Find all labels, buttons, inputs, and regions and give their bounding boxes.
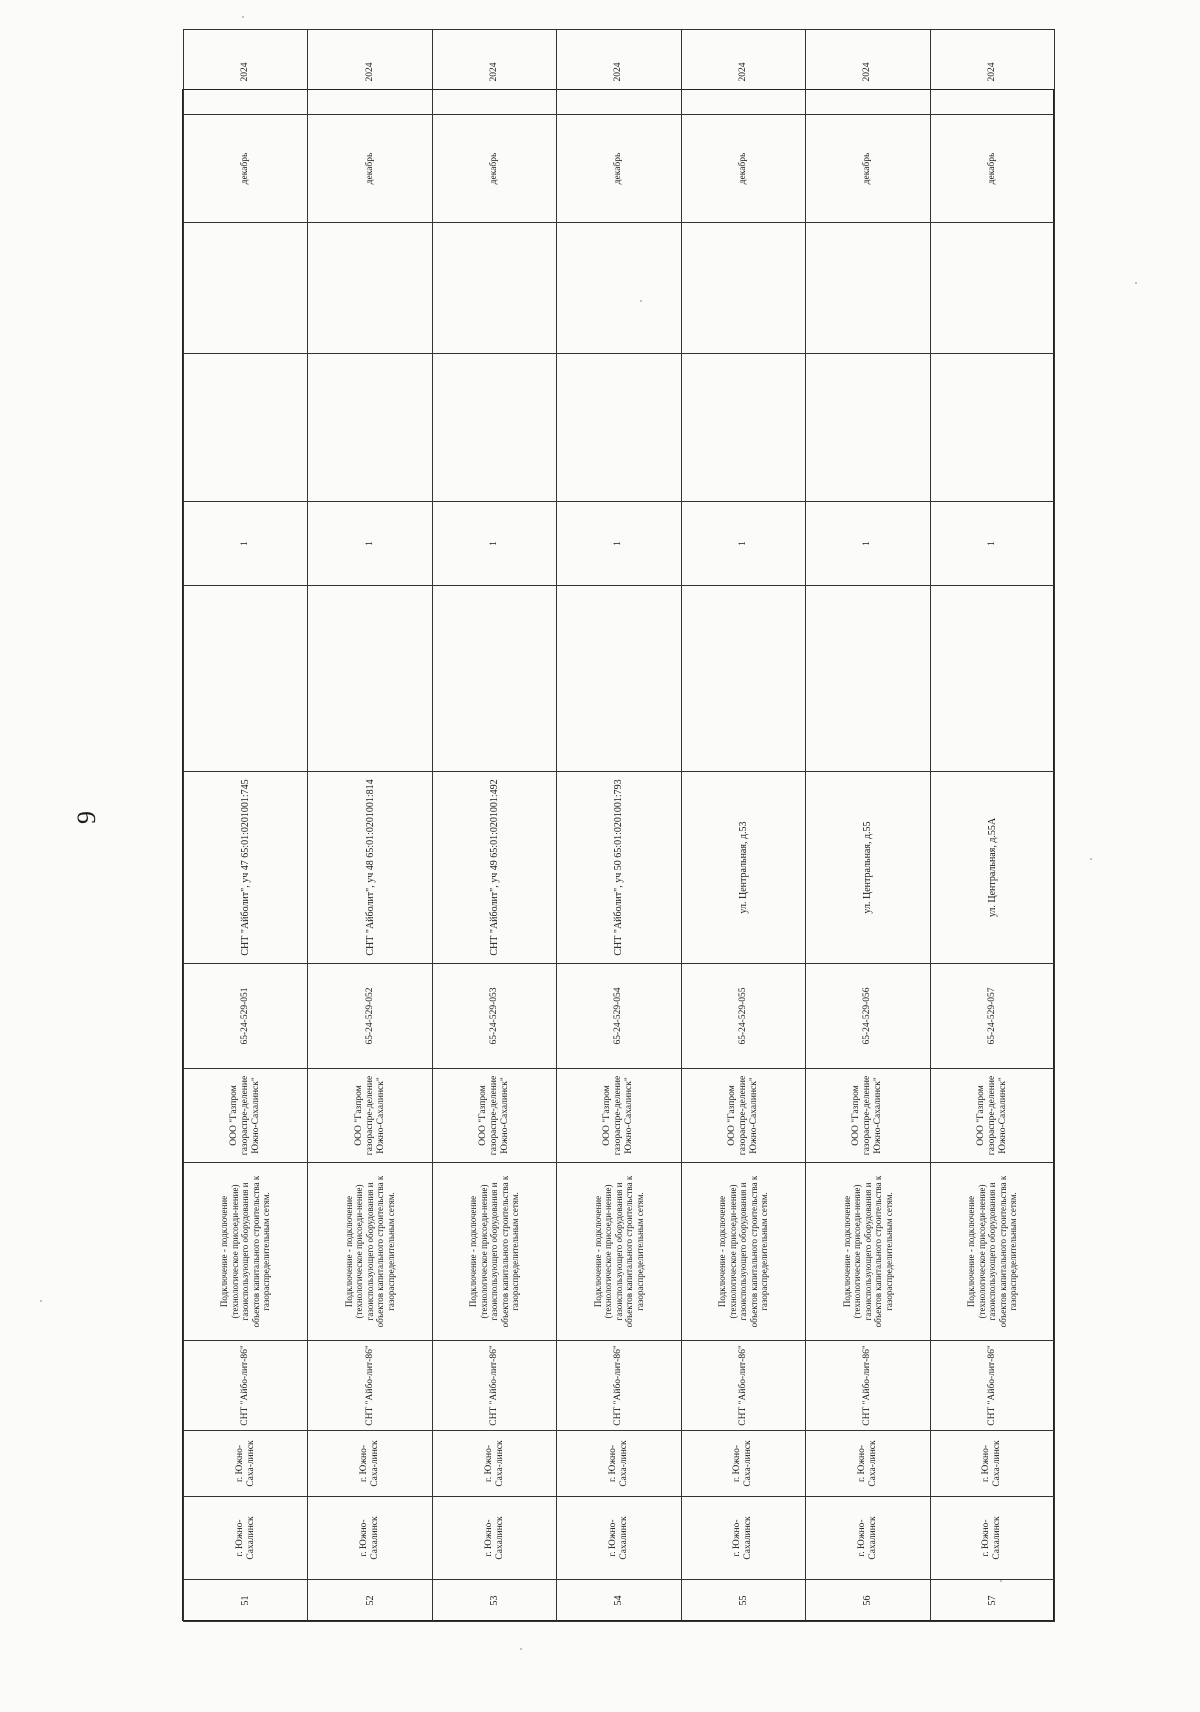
cell-empty-1: [930, 586, 1054, 772]
cell-code: 65-24-529-057: [930, 964, 1054, 1069]
cell-organization: ООО "Газпром газораспре-деление Южно-Сахалинск": [681, 1069, 805, 1163]
cell-row-number: 57: [930, 1580, 1054, 1622]
cell-applicant: СНТ "Айбо-лит-86": [432, 1341, 556, 1431]
cell-empty-2: [184, 354, 308, 502]
cell-empty-2: [681, 354, 805, 502]
page-number: 9: [72, 811, 101, 824]
cell-empty-3: [557, 223, 681, 354]
cell-applicant: СНТ "Айбо-лит-86": [184, 1341, 308, 1431]
cell-locality: г. Южно-Саха-линск: [930, 1431, 1054, 1497]
cell-empty-1: [681, 586, 805, 772]
scan-speck: [520, 1648, 522, 1650]
cell-year: 2024: [432, 30, 556, 115]
cell-description: Подключение - подключение (технологическое присоеди-нение) газоиспользующего оборудования и объектов капитального строительства к газораспределительным сетям.: [806, 1163, 930, 1341]
cell-description: Подключение - подключение (технологическое присоеди-нение) газоиспользующего оборудования и объектов капитального строительства к газораспределительным сетям.: [308, 1163, 432, 1341]
cell-applicant: СНТ "Айбо-лит-86": [557, 1341, 681, 1431]
cell-empty-3: [432, 223, 556, 354]
cell-year: 2024: [806, 30, 930, 115]
cell-month: декабрь: [557, 115, 681, 223]
rotated-table-sheet: [182, 62, 1054, 1621]
cell-organization: ООО "Газпром газораспре-деление Южно-Сахалинск": [184, 1069, 308, 1163]
cell-year: 2024: [681, 30, 805, 115]
cell-empty-2: [432, 354, 556, 502]
cell-empty-2: [557, 354, 681, 502]
cell-empty-1: [184, 586, 308, 772]
cell-locality: г. Южно-Саха-линск: [557, 1431, 681, 1497]
cell-locality: г. Южно-Саха-линск: [184, 1431, 308, 1497]
cell-organization: ООО "Газпром газораспре-деление Южно-Сахалинск": [308, 1069, 432, 1163]
cell-locality: г. Южно-Саха-линск: [806, 1431, 930, 1497]
cell-empty-1: [806, 586, 930, 772]
cell-quantity: 1: [930, 502, 1054, 586]
table-row: [557, 30, 681, 1622]
cell-month: декабрь: [308, 115, 432, 223]
cell-applicant: СНТ "Айбо-лит-86": [681, 1341, 805, 1431]
cell-empty-3: [184, 223, 308, 354]
cell-row-number: 52: [308, 1580, 432, 1622]
scan-speck: [1090, 858, 1092, 860]
table-body: [184, 30, 1055, 1622]
table-row: [184, 30, 308, 1622]
cell-municipality: г. Южно-Сахалинск: [184, 1497, 308, 1580]
cell-code: 65-24-529-051: [184, 964, 308, 1069]
cell-empty-2: [806, 354, 930, 502]
cell-description: Подключение - подключение (технологическое присоеди-нение) газоиспользующего оборудования и объектов капитального строительства к газораспределительным сетям.: [557, 1163, 681, 1341]
cell-municipality: г. Южно-Сахалинск: [930, 1497, 1054, 1580]
cell-year: 2024: [557, 30, 681, 115]
cell-quantity: 1: [432, 502, 556, 586]
cell-quantity: 1: [557, 502, 681, 586]
cell-code: 65-24-529-055: [681, 964, 805, 1069]
cell-code: 65-24-529-054: [557, 964, 681, 1069]
scan-speck: [242, 16, 244, 18]
cell-month: декабрь: [432, 115, 556, 223]
cell-quantity: 1: [184, 502, 308, 586]
cell-row-number: 54: [557, 1580, 681, 1622]
cell-year: 2024: [930, 30, 1054, 115]
scan-speck: [1000, 1580, 1002, 1582]
table-row: [806, 30, 930, 1622]
cell-municipality: г. Южно-Сахалинск: [432, 1497, 556, 1580]
cell-quantity: 1: [806, 502, 930, 586]
cell-empty-2: [308, 354, 432, 502]
cell-address: СНТ "Айболит", уч 49 65:01:0201001:492: [432, 772, 556, 964]
cell-empty-3: [308, 223, 432, 354]
cell-municipality: г. Южно-Сахалинск: [308, 1497, 432, 1580]
cell-empty-3: [681, 223, 805, 354]
cell-address: ул. Центральная, д.55: [806, 772, 930, 964]
cell-quantity: 1: [681, 502, 805, 586]
cell-empty-2: [930, 354, 1054, 502]
cell-empty-3: [930, 223, 1054, 354]
table-row: [432, 30, 556, 1622]
cell-applicant: СНТ "Айбо-лит-86": [806, 1341, 930, 1431]
cell-address: ул. Центральная, д.55А: [930, 772, 1054, 964]
cell-description: Подключение - подключение (технологическое присоеди-нение) газоиспользующего оборудования и объектов капитального строительства к газораспределительным сетям.: [930, 1163, 1054, 1341]
cell-organization: ООО "Газпром газораспре-деление Южно-Сахалинск": [432, 1069, 556, 1163]
cell-empty-1: [432, 586, 556, 772]
cell-month: декабрь: [681, 115, 805, 223]
cell-organization: ООО "Газпром газораспре-деление Южно-Сахалинск": [930, 1069, 1054, 1163]
cell-organization: ООО "Газпром газораспре-деление Южно-Сахалинск": [806, 1069, 930, 1163]
cell-description: Подключение - подключение (технологическое присоеди-нение) газоиспользующего оборудования и объектов капитального строительства к газораспределительным сетям.: [432, 1163, 556, 1341]
cell-municipality: г. Южно-Сахалинск: [557, 1497, 681, 1580]
cell-code: 65-24-529-052: [308, 964, 432, 1069]
cell-address: СНТ "Айболит", уч 50 65:01:0201001:793: [557, 772, 681, 964]
cell-row-number: 55: [681, 1580, 805, 1622]
cell-code: 65-24-529-053: [432, 964, 556, 1069]
cell-row-number: 53: [432, 1580, 556, 1622]
cell-organization: ООО "Газпром газораспре-деление Южно-Сахалинск": [557, 1069, 681, 1163]
cell-applicant: СНТ "Айбо-лит-86": [308, 1341, 432, 1431]
cell-row-number: 51: [184, 1580, 308, 1622]
cell-quantity: 1: [308, 502, 432, 586]
table-row: [308, 30, 432, 1622]
cell-locality: г. Южно-Саха-линск: [308, 1431, 432, 1497]
cell-empty-1: [557, 586, 681, 772]
table-row: [681, 30, 805, 1622]
gas-connection-table: [183, 29, 1055, 1622]
cell-year: 2024: [184, 30, 308, 115]
cell-description: Подключение - подключение (технологическое присоеди-нение) газоиспользующего оборудования и объектов капитального строительства к газораспределительным сетям.: [184, 1163, 308, 1341]
cell-description: Подключение - подключение (технологическое присоеди-нение) газоиспользующего оборудования и объектов капитального строительства к газораспределительным сетям.: [681, 1163, 805, 1341]
cell-locality: г. Южно-Саха-линск: [432, 1431, 556, 1497]
cell-empty-3: [806, 223, 930, 354]
scan-speck: [640, 300, 642, 302]
cell-applicant: СНТ "Айбо-лит-86": [930, 1341, 1054, 1431]
table-rotation-frame: [183, 62, 1055, 1622]
cell-address: ул. Центральная, д.53: [681, 772, 805, 964]
scan-speck: [1135, 282, 1137, 284]
cell-row-number: 56: [806, 1580, 930, 1622]
cell-address: СНТ "Айболит", уч 48 65:01:0201001:814: [308, 772, 432, 964]
cell-code: 65-24-529-056: [806, 964, 930, 1069]
cell-month: декабрь: [184, 115, 308, 223]
cell-month: декабрь: [930, 115, 1054, 223]
cell-locality: г. Южно-Саха-линск: [681, 1431, 805, 1497]
cell-municipality: г. Южно-Сахалинск: [806, 1497, 930, 1580]
cell-municipality: г. Южно-Сахалинск: [681, 1497, 805, 1580]
cell-year: 2024: [308, 30, 432, 115]
table-row: [930, 30, 1054, 1622]
scan-speck: [40, 1300, 42, 1302]
cell-address: СНТ "Айболит", уч 47 65:01:0201001:745: [184, 772, 308, 964]
cell-empty-1: [308, 586, 432, 772]
cell-month: декабрь: [806, 115, 930, 223]
